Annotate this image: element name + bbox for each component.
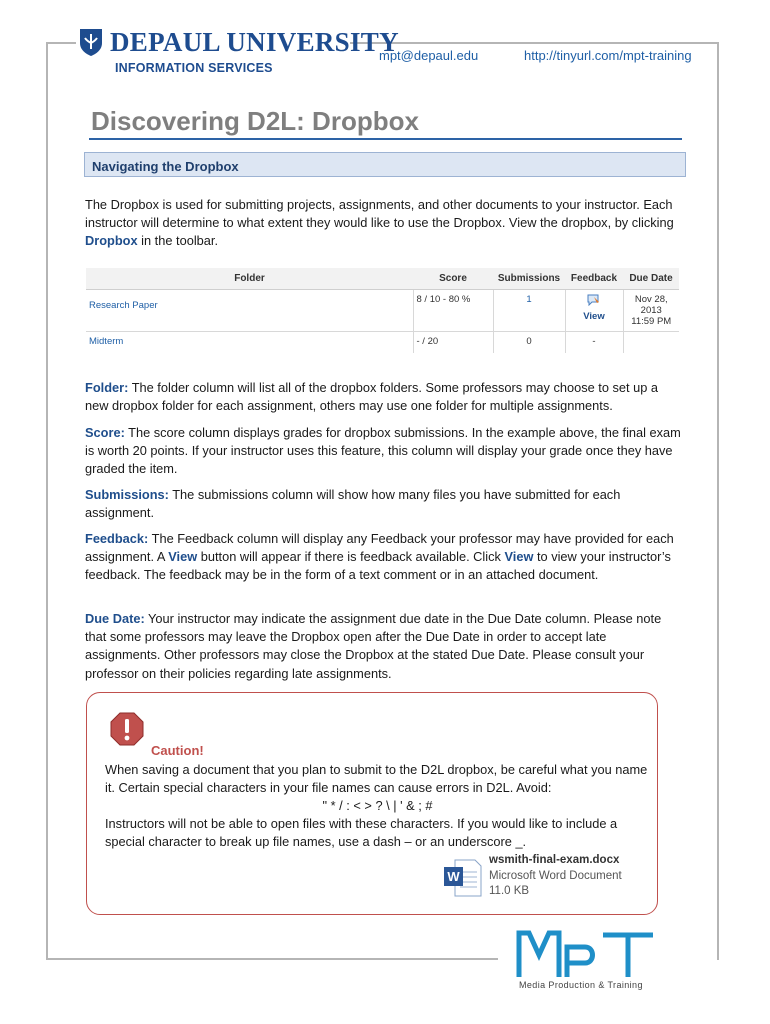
feedback-cell xyxy=(565,289,623,331)
frame-top-right xyxy=(350,42,719,44)
definition-submissions xyxy=(85,486,685,522)
file-type: Microsoft Word Document xyxy=(489,870,622,882)
due-date-line: 2013 xyxy=(640,304,662,316)
due-date-cell xyxy=(623,331,679,353)
logo-subtitle: INFORMATION SERVICES xyxy=(115,61,273,75)
definition-due-date xyxy=(85,610,685,683)
feedback-cell: - xyxy=(565,331,623,353)
svg-text:W: W xyxy=(447,869,460,884)
file-name: wsmith-final-exam.docx xyxy=(489,854,620,866)
header-email-link[interactable]: mpt@depaul.edu xyxy=(379,48,479,63)
header-url-link[interactable]: http://tinyurl.com/mpt-training xyxy=(524,48,692,63)
definition-label: Due Date: xyxy=(85,611,145,626)
header-folder: Folder xyxy=(86,268,413,289)
frame-bottom xyxy=(46,958,498,960)
table-row xyxy=(86,331,679,353)
table-row xyxy=(86,289,679,331)
frame-left xyxy=(46,42,48,960)
feedback-view-button[interactable]: View xyxy=(583,310,605,322)
mpt-subtitle: Media Production & Training xyxy=(519,980,643,990)
folder-link-research-paper[interactable]: Research Paper xyxy=(89,299,158,311)
caution-title: Caution! xyxy=(151,743,204,758)
due-date-line: 11:59 PM xyxy=(631,315,672,327)
folder-link-midterm[interactable]: Midterm xyxy=(89,335,124,347)
due-date-cell xyxy=(623,289,679,331)
frame-right xyxy=(717,42,719,960)
definition-label: Folder: xyxy=(85,380,129,395)
definition-score xyxy=(85,424,685,479)
definition-text: The score column displays grades for dropbox submissions. In the example above, the final exam is worth 20 points. If your instructor uses this feature, this column will display your grade once they have graded the item. xyxy=(85,425,681,477)
title-divider xyxy=(89,138,682,140)
score-cell: 8 / 10 - 80 % xyxy=(413,289,493,331)
definition-text: The folder column will list all of the dropbox folders. Some professors may choose to set up a new dropbox folder for each assignment, others may use one folder for multiple assignments. xyxy=(85,380,659,414)
dropbox-table xyxy=(86,268,679,353)
view-keyword: View xyxy=(168,549,198,565)
header-feedback: Feedback xyxy=(565,268,623,289)
definition-folder xyxy=(85,379,685,415)
intro-keyword: Dropbox xyxy=(85,233,138,249)
word-document-icon xyxy=(443,858,483,898)
feedback-icon xyxy=(587,294,601,306)
caution-text-1: When saving a document that you plan to submit to the D2L dropbox, be careful what you name it. Certain special characters in your file names can cause errors in D2L. Avoid: xyxy=(105,762,648,796)
definition-label: Submissions: xyxy=(85,487,169,502)
header-due-date: Due Date xyxy=(623,268,679,289)
section-heading: Navigating the Dropbox xyxy=(84,152,686,177)
frame-top-left xyxy=(46,42,76,44)
view-keyword: View xyxy=(504,549,534,565)
due-date-line: Nov 28, xyxy=(634,293,668,305)
page-title: Discovering D2L: Dropbox xyxy=(91,106,419,136)
caution-text-2: Instructors will not be able to open files with these characters. If you would like to include a special character to break up file names, use a dash – or an underscore _. xyxy=(105,816,618,850)
warning-icon xyxy=(110,712,144,746)
score-cell: - / 20 xyxy=(413,331,493,353)
definition-text: The submissions column will show how many files you have submitted for each assignment. xyxy=(85,487,621,521)
logo-name: DEPAUL UNIVERSITY xyxy=(110,27,399,57)
definition-feedback xyxy=(85,530,685,585)
intro-text-before: The Dropbox is used for submitting projects, assignments, and other documents to your instructor. Each instructor will determine to what extent they would like to use the Dropbox. View the dropbox, by clicking xyxy=(85,197,674,231)
depaul-shield-icon xyxy=(78,27,104,57)
submissions-link[interactable]: 1 xyxy=(526,293,532,305)
header-score: Score xyxy=(413,268,493,289)
intro-text-after: in the toolbar. xyxy=(137,233,219,249)
caution-special-chars: " * / : < > ? \ | ' & ; # xyxy=(322,798,433,813)
definition-text: button will appear if there is feedback available. Click xyxy=(197,549,505,565)
file-size: 11.0 KB xyxy=(489,885,530,897)
definition-text: to view your instructor’s feedback. The feedback may be in the form of a text comment or in an attached document. xyxy=(85,549,671,583)
definition-text: Your instructor may indicate the assignment due date in the Due Date column. Please note that some professors may leave the Dropbox open after the Due Date in order to accept late assignments. Other professors may close the Dropbox at the stated Due Date. Please consult your professor on their policies regarding late assignments. xyxy=(85,611,662,681)
mpt-logo xyxy=(515,925,660,980)
depaul-logo xyxy=(78,27,399,57)
table-header-row xyxy=(86,268,679,289)
definition-label: Feedback: xyxy=(85,531,149,546)
intro-paragraph xyxy=(85,196,685,251)
definition-label: Score: xyxy=(85,425,125,440)
submissions-cell: 0 xyxy=(493,331,565,353)
definition-text: The Feedback column will display any Feedback your professor may have provided for each assignment. A xyxy=(85,531,674,565)
header-submissions: Submissions xyxy=(493,268,565,289)
word-file-example xyxy=(443,852,638,900)
